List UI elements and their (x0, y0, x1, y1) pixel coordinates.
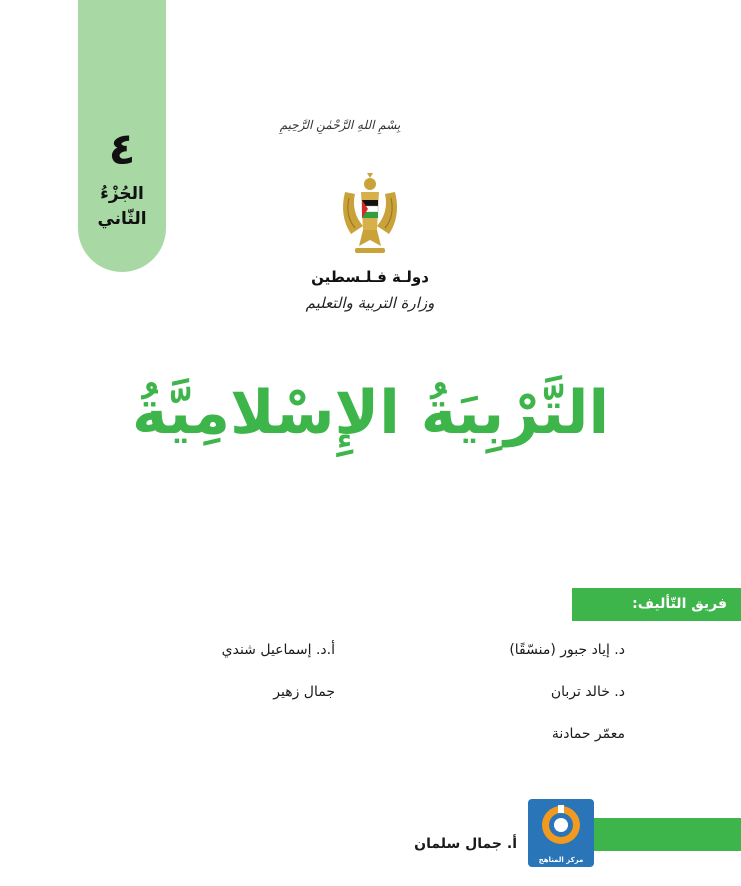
author-name: أ.د. إسماعيل شندي (221, 642, 335, 658)
author-name: معمّر حمادنة (551, 726, 625, 742)
grade-tab (78, 0, 166, 272)
footer-band (594, 818, 741, 851)
state-name: دولـة فـلـسطين (311, 268, 429, 286)
author-name: د. إياد جبور (منسّقًا) (509, 642, 625, 658)
grade-number: ٤ (108, 124, 136, 175)
footer-name: أ. جمال سلمان (414, 836, 517, 852)
book-title: التَّرْبِيَةُ الإِسْلامِيَّةُ (131, 378, 610, 448)
author-name: د. خالد تربان (550, 684, 625, 700)
eagle-emblem-icon (337, 172, 403, 258)
curriculum-center-logo (528, 799, 594, 867)
author-name: جمال زهير (273, 684, 335, 700)
part-label-line2: الثّاني (97, 208, 147, 229)
basmala: بِسْمِ اللهِ الرَّحْمٰنِ الرَّحِيمِ (279, 118, 401, 132)
logo-label: مركز المناهج (538, 856, 584, 864)
part-label (97, 182, 146, 231)
part-label-line1: الجُزْءُ (100, 184, 144, 204)
curriculum-center-logo-icon (528, 799, 594, 855)
ministry-name: وزارة التربية والتعليم (305, 294, 435, 312)
authors-heading: فريق التّأليف: (572, 588, 741, 621)
